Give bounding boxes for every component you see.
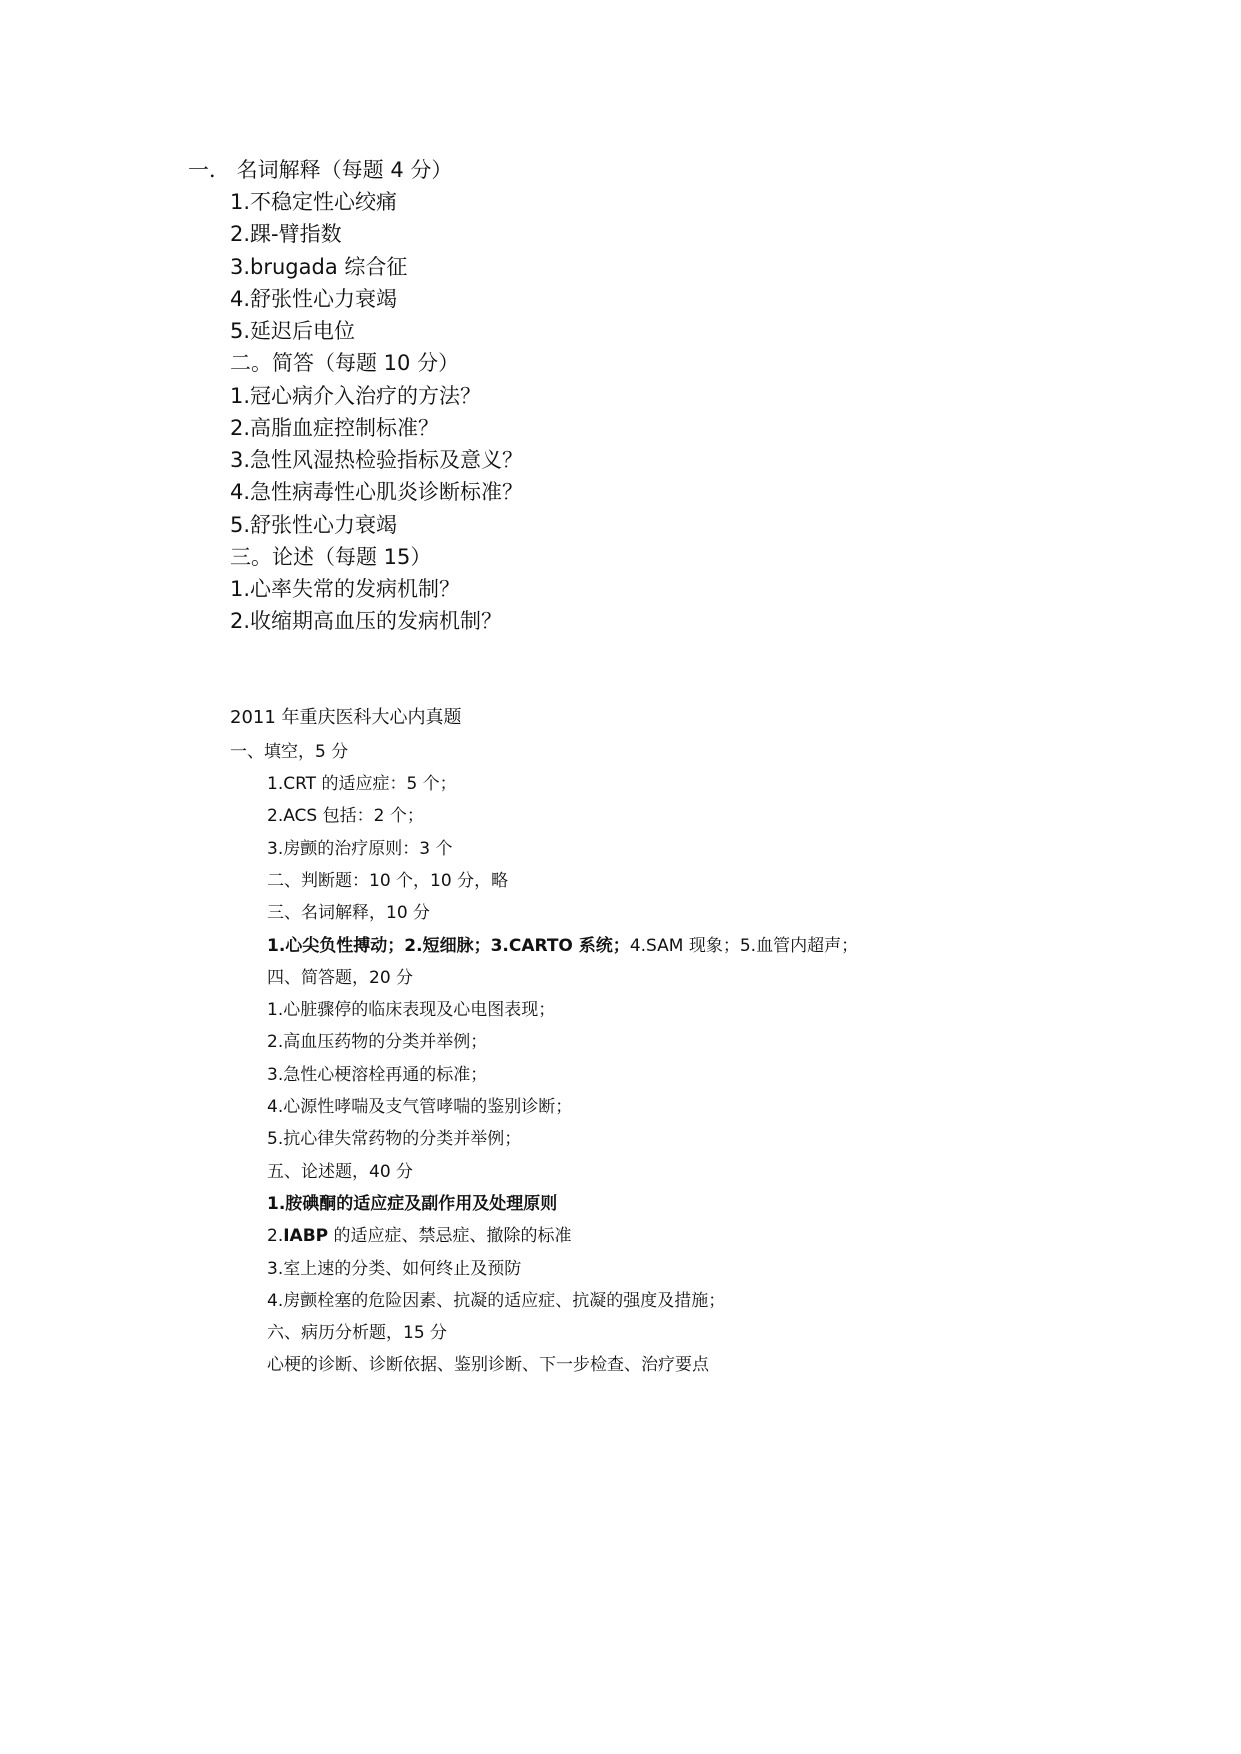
item-rest: 的适应症、禁忌症、撤除的标准: [328, 1226, 572, 1246]
list-item: 5.舒张性心力衰竭: [230, 513, 398, 537]
list-item: 1.心率失常的发病机制？: [230, 577, 461, 601]
list-item: 3.室上速的分类、如何终止及预防: [267, 1259, 522, 1279]
list-item: 2.高脂血症控制标准？: [230, 416, 440, 440]
list-item: 1.胺碘酮的适应症及副作用及处理原则: [267, 1194, 558, 1214]
list-item: 5.抗心律失常药物的分类并举例；: [267, 1129, 522, 1149]
term-list: [267, 931, 858, 956]
section-heading: 五、论述题，40 分: [267, 1162, 414, 1182]
section-heading: 六、病历分析题，15 分: [267, 1323, 448, 1343]
list-item: 4.房颤栓塞的危险因素、抗凝的适应症、抗凝的强度及措施；: [267, 1291, 726, 1311]
section-heading: 三、名词解释，10 分: [267, 903, 431, 923]
term-item: 5.血管内超声；: [739, 936, 859, 956]
list-item: 3.急性心梗溶栓再通的标准；: [267, 1065, 488, 1085]
list-item: 心梗的诊断、诊断依据、鉴别诊断、下一步检查、治疗要点: [267, 1355, 709, 1375]
list-item: 1.不稳定性心绞痛: [230, 190, 398, 214]
section-heading-2: 二。简答（每题 10 分）: [230, 351, 460, 375]
list-item: 2.ACS 包括：2 个；: [267, 806, 424, 826]
list-item: [267, 1221, 572, 1246]
term-item: 2.短细脉；: [404, 936, 491, 956]
list-item: 3.急性风湿热检验指标及意义？: [230, 448, 524, 472]
item-prefix: 2.: [267, 1226, 284, 1246]
list-item: 3.房颤的治疗原则：3 个: [267, 839, 453, 859]
section-heading-3: 三。论述（每题 15）: [230, 545, 432, 569]
list-item: 2.收缩期高血压的发病机制？: [230, 609, 503, 633]
section-heading: 一、填空，5 分: [230, 742, 349, 762]
section-heading: 四、简答题，20 分: [267, 968, 414, 988]
item-bold-term: IABP: [283, 1226, 329, 1246]
exam-title: 2011 年重庆医科大心内真题: [230, 707, 462, 728]
list-item: 5.延迟后电位: [230, 319, 356, 343]
list-item: 1.心脏骤停的临床表现及心电图表现；: [267, 1000, 556, 1020]
list-item: 4.舒张性心力衰竭: [230, 287, 398, 311]
section-heading: 二、判断题：10 个，10 分，略: [267, 871, 509, 891]
list-item: 1.CRT 的适应症：5 个；: [267, 774, 457, 794]
list-item: 2.踝-臂指数: [230, 222, 342, 246]
term-item: 3.CARTO 系统；: [490, 936, 630, 956]
section-heading-1: 一． 名词解释（每题 4 分）: [188, 158, 453, 182]
list-item: 4.急性病毒性心肌炎诊断标准？: [230, 480, 524, 504]
list-item: 1.冠心病介入治疗的方法？: [230, 384, 482, 408]
list-item: 4.心源性哮喘及支气管哮喘的鉴别诊断；: [267, 1097, 573, 1117]
term-item: 4.SAM 现象；: [629, 936, 740, 956]
list-item: 3.brugada 综合征: [230, 255, 408, 279]
term-item: 1.心尖负性搏动；: [267, 936, 405, 956]
list-item: 2.高血压药物的分类并举例；: [267, 1032, 488, 1052]
